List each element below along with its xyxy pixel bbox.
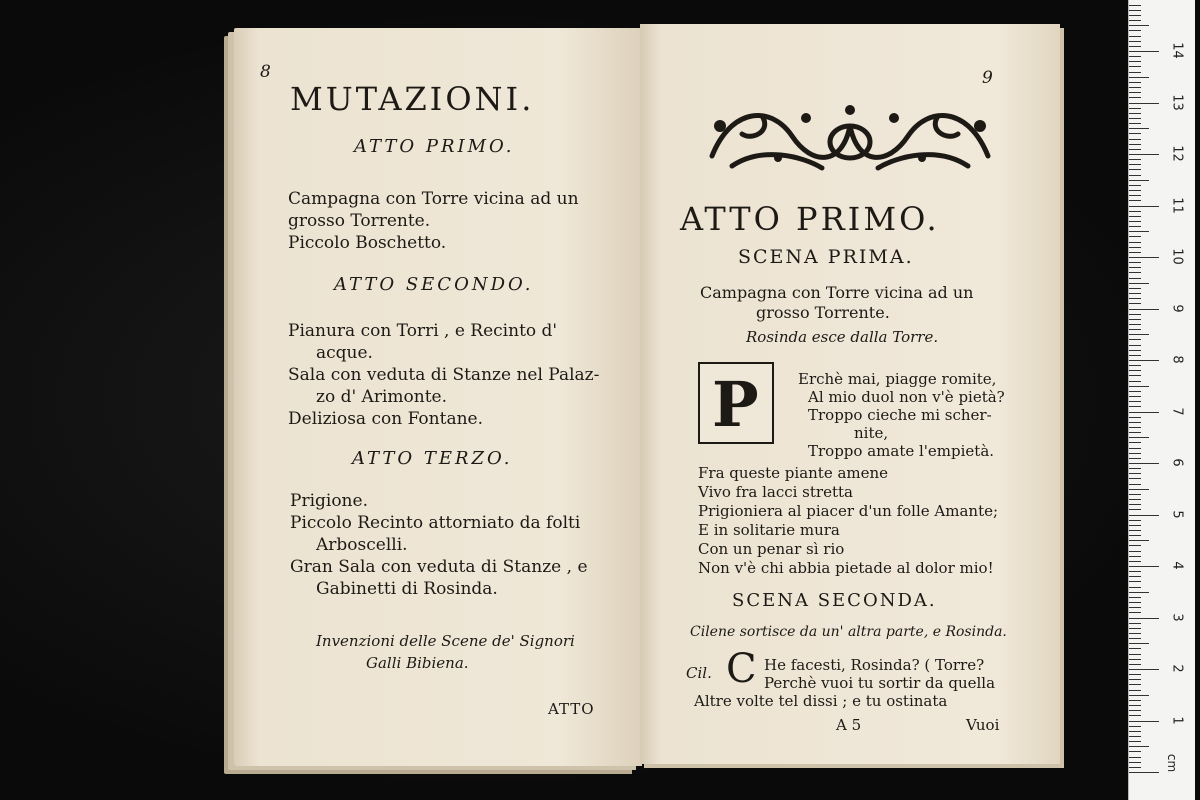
ruler-tick: [1129, 396, 1141, 397]
ruler-tick: [1129, 561, 1141, 562]
act-heading: ATTO PRIMO.: [354, 136, 515, 157]
ruler-tick: [1129, 648, 1141, 649]
ruler-tick: [1129, 236, 1141, 237]
verse-line: Troppo cieche mi scher-: [808, 406, 992, 424]
ruler-tick: [1129, 298, 1141, 299]
ruler-tick: [1129, 82, 1141, 83]
scale-ruler: [1128, 0, 1195, 800]
ruler-tick: [1129, 659, 1141, 660]
scene-heading: SCENA PRIMA.: [738, 246, 914, 268]
ruler-tick: [1129, 283, 1149, 284]
ruler-tick: [1129, 422, 1141, 423]
ruler-tick: [1129, 468, 1141, 469]
ruler-tick: [1129, 540, 1149, 541]
ruler-tick: [1129, 375, 1141, 376]
ruler-tick: [1129, 509, 1141, 510]
act-line: Arboscelli.: [316, 535, 408, 555]
ruler-tick: [1129, 329, 1141, 330]
act-line: Piccolo Boschetto.: [288, 233, 447, 253]
credits-line: Galli Bibiena.: [366, 654, 469, 672]
ruler-tick: [1129, 638, 1141, 639]
ruler-tick: [1129, 36, 1141, 37]
ruler-tick: [1129, 139, 1141, 140]
ruler-tick: [1129, 628, 1141, 629]
ruler-number: 14: [1169, 42, 1185, 59]
act-line: Pianura con Torri , e Recinto d': [288, 321, 558, 341]
ruler-tick: [1129, 391, 1141, 392]
ruler-tick: [1129, 123, 1141, 124]
act-line: Gabinetti di Rosinda.: [316, 579, 498, 599]
ruler-tick: [1129, 288, 1141, 289]
ruler-tick: [1129, 206, 1159, 207]
ruler-tick: [1129, 180, 1149, 181]
decorated-initial: [698, 362, 774, 444]
ruler-tick: [1129, 587, 1141, 588]
act-line: Sala con veduta di Stanze nel Palaz-: [288, 365, 600, 385]
catchword: ATTO: [548, 700, 595, 718]
verse-line: Fra queste piante amene: [698, 464, 889, 482]
page-title: MUTAZIONI.: [290, 80, 535, 118]
initial-letter: P: [712, 368, 759, 441]
ruler-tick: [1129, 360, 1159, 361]
ruler-tick: [1129, 623, 1141, 624]
ruler-tick: [1129, 92, 1141, 93]
ruler-tick: [1129, 453, 1141, 454]
ruler-tick: [1129, 607, 1141, 608]
ruler-tick: [1129, 128, 1149, 129]
ruler-tick: [1129, 669, 1159, 670]
ruler-tick: [1129, 72, 1141, 73]
ruler-tick: [1129, 417, 1141, 418]
ruler-tick: [1129, 154, 1159, 155]
ruler-number: 2: [1169, 664, 1185, 673]
ruler-tick: [1129, 412, 1159, 413]
ruler-tick: [1129, 710, 1141, 711]
ruler-tick: [1129, 736, 1141, 737]
ruler-number: 11: [1169, 196, 1185, 214]
ruler-number: 4: [1169, 561, 1185, 570]
verse-line: Non v'è chi abbia pietade al dolor mio!: [698, 559, 994, 577]
right-page: [640, 24, 1060, 764]
ruler-tick: [1129, 190, 1141, 191]
open-book: [226, 22, 1064, 774]
ruler-tick: [1129, 381, 1141, 382]
ruler-number: 13: [1169, 93, 1185, 111]
ruler-tick: [1129, 726, 1141, 727]
ruler-number: 3: [1169, 612, 1185, 622]
ruler-tick: [1129, 61, 1141, 62]
verse-line: nite,: [854, 424, 889, 442]
ruler-tick: [1129, 432, 1141, 433]
act-line: acque.: [316, 343, 373, 363]
ruler-tick: [1129, 370, 1141, 371]
ruler-tick: [1129, 437, 1149, 438]
ruler-number: 6: [1169, 458, 1185, 467]
ruler-tick: [1129, 278, 1141, 279]
ruler-tick: [1129, 705, 1141, 706]
dialogue-line: Perchè vuoi tu sortir da quella: [764, 674, 996, 692]
dialogue-line: He facesti, Rosinda? ( Torre?: [764, 656, 985, 674]
act-line: Deliziosa con Fontane.: [288, 409, 483, 429]
ruler-tick: [1129, 571, 1141, 572]
ornamental-headpiece: [702, 96, 998, 176]
ruler-tick: [1129, 41, 1141, 42]
ruler-tick: [1129, 15, 1141, 16]
ruler-tick: [1129, 731, 1141, 732]
ruler-tick: [1129, 741, 1141, 742]
ruler-tick: [1129, 401, 1141, 402]
ruler-number: 7: [1169, 406, 1185, 416]
catchword: Vuoi: [966, 716, 1000, 734]
ruler-tick: [1129, 242, 1141, 243]
act-line: zo d' Arimonte.: [316, 387, 447, 407]
verse-line: Con un penar sì rio: [698, 540, 845, 558]
ruler-tick: [1129, 118, 1141, 119]
ruler-unit: cm: [1165, 753, 1180, 773]
setting-line: Campagna con Torre vicina ad un: [700, 283, 974, 302]
ruler-tick: [1129, 56, 1141, 57]
ruler-tick: [1129, 293, 1141, 294]
ruler-tick: [1129, 211, 1141, 212]
ruler-tick: [1129, 551, 1141, 552]
ruler-tick: [1129, 20, 1141, 21]
act-line: grosso Torrente.: [288, 211, 431, 231]
verse-line: Erchè mai, piagge romite,: [798, 370, 997, 388]
ruler-tick: [1129, 108, 1141, 109]
ruler-tick: [1129, 478, 1141, 479]
ruler-tick: [1129, 113, 1141, 114]
ruler-tick: [1129, 602, 1141, 603]
ruler-tick: [1129, 427, 1141, 428]
ruler-tick: [1129, 133, 1141, 134]
ruler-tick: [1129, 175, 1141, 176]
ruler-tick: [1129, 216, 1141, 217]
page-number: 9: [982, 68, 993, 88]
ruler-tick: [1129, 576, 1141, 577]
ruler-tick: [1129, 535, 1141, 536]
act-line: Piccolo Recinto attorniato da folti: [290, 513, 581, 533]
page-number: 8: [260, 62, 271, 82]
ruler-tick: [1129, 545, 1141, 546]
ruler-tick: [1129, 339, 1141, 340]
ruler-tick: [1129, 654, 1141, 655]
ruler-tick: [1129, 195, 1141, 196]
ruler-tick: [1129, 767, 1141, 768]
ruler-tick: [1129, 679, 1141, 680]
ruler-tick: [1129, 700, 1141, 701]
ruler-tick: [1129, 643, 1149, 644]
ruler-tick: [1129, 272, 1141, 273]
ruler-number: 12: [1169, 145, 1185, 162]
ruler-tick: [1129, 303, 1141, 304]
act-heading: ATTO SECONDO.: [334, 274, 534, 295]
page-title: ATTO PRIMO.: [680, 200, 940, 238]
ruler-tick: [1129, 494, 1141, 495]
ruler-tick: [1129, 463, 1159, 464]
ruler-tick: [1129, 746, 1149, 747]
setting-line: grosso Torrente.: [756, 303, 890, 322]
ruler-tick: [1129, 386, 1149, 387]
ruler-tick: [1129, 350, 1141, 351]
ruler-tick: [1129, 30, 1141, 31]
ruler-tick: [1129, 314, 1141, 315]
ruler-tick: [1129, 674, 1141, 675]
ruler-tick: [1129, 164, 1141, 165]
ruler-number: 5: [1169, 509, 1185, 519]
ruler-tick: [1129, 46, 1141, 47]
ruler-tick: [1129, 25, 1149, 26]
ruler-tick: [1129, 618, 1159, 619]
ruler-tick: [1129, 159, 1141, 160]
stage-direction: Cilene sortisce da un' altra parte, e Rosinda.: [690, 624, 1007, 640]
ruler-tick: [1129, 612, 1141, 613]
verse-line: Prigioniera al piacer d'un folle Amante;: [698, 502, 999, 520]
ruler-tick: [1129, 515, 1159, 516]
ruler-tick: [1129, 149, 1141, 150]
ruler-tick: [1129, 355, 1141, 356]
ruler-tick: [1129, 324, 1141, 325]
ruler-tick: [1129, 715, 1141, 716]
ruler-tick: [1129, 530, 1141, 531]
scene-heading: SCENA SECONDA.: [732, 590, 937, 611]
ruler-tick: [1129, 231, 1149, 232]
ruler-number: 10: [1169, 248, 1185, 265]
ruler-tick: [1129, 10, 1141, 11]
act-line: Campagna con Torre vicina ad un: [288, 189, 579, 209]
ruler-tick: [1129, 169, 1141, 170]
act-line: Gran Sala con veduta di Stanze , e: [290, 557, 588, 577]
ruler-tick: [1129, 772, 1159, 773]
ruler-tick: [1129, 309, 1159, 310]
ruler-tick: [1129, 51, 1159, 52]
ruler-tick: [1129, 757, 1141, 758]
ruler-tick: [1129, 221, 1141, 222]
left-page: [234, 28, 642, 766]
ruler-tick: [1129, 664, 1141, 665]
dialogue-line: Altre volte tel dissi ; e tu ostinata: [694, 692, 948, 710]
ruler-tick: [1129, 365, 1141, 366]
ruler-tick: [1129, 77, 1149, 78]
ruler-tick: [1129, 473, 1141, 474]
verse-line: Troppo amate l'empietà.: [808, 442, 995, 460]
ruler-tick: [1129, 695, 1149, 696]
ruler-tick: [1129, 66, 1141, 67]
credits-line: Invenzioni delle Scene de' Signori: [316, 632, 575, 650]
ruler-tick: [1129, 334, 1149, 335]
ruler-number: 1: [1169, 715, 1185, 725]
ruler-tick: [1129, 442, 1141, 443]
ruler-tick: [1129, 252, 1141, 253]
signature-mark: A 5: [836, 716, 862, 734]
ruler-tick: [1129, 499, 1141, 500]
ruler-tick: [1129, 185, 1141, 186]
ruler-tick: [1129, 489, 1149, 490]
ruler-tick: [1129, 484, 1141, 485]
ruler-tick: [1129, 262, 1141, 263]
ruler-tick: [1129, 406, 1141, 407]
ruler-tick: [1129, 690, 1141, 691]
ruler-tick: [1129, 762, 1141, 763]
ruler-tick: [1129, 144, 1141, 145]
ruler-tick: [1129, 97, 1141, 98]
ruler-tick: [1129, 556, 1141, 557]
ruler-tick: [1129, 87, 1141, 88]
initial-letter: C: [726, 646, 757, 692]
speaker-name: Cil.: [686, 664, 712, 682]
verse-line: Al mio duol non v'è pietà?: [808, 388, 1005, 406]
ruler-tick: [1129, 581, 1141, 582]
ruler-tick: [1129, 103, 1159, 104]
ruler-tick: [1129, 597, 1141, 598]
ruler-tick: [1129, 458, 1141, 459]
ruler-tick: [1129, 319, 1141, 320]
ruler-number: 8: [1169, 355, 1185, 364]
act-heading: ATTO TERZO.: [352, 448, 513, 469]
ruler-tick: [1129, 247, 1141, 248]
ruler-tick: [1129, 226, 1141, 227]
stage-direction: Rosinda esce dalla Torre.: [746, 328, 939, 346]
ruler-tick: [1129, 200, 1141, 201]
ruler-tick: [1129, 448, 1141, 449]
ruler-tick: [1129, 592, 1149, 593]
ruler-tick: [1129, 633, 1141, 634]
ruler-tick: [1129, 751, 1141, 752]
ruler-tick: [1129, 345, 1141, 346]
verse-line: Vivo fra lacci stretta: [698, 483, 853, 501]
verse-line: E in solitarie mura: [698, 521, 840, 539]
ruler-tick: [1129, 267, 1141, 268]
ruler-tick: [1129, 5, 1141, 6]
ruler-tick: [1129, 684, 1141, 685]
act-line: Prigione.: [290, 491, 368, 511]
ruler-tick: [1129, 504, 1141, 505]
ruler-number: 9: [1169, 303, 1185, 313]
ruler-tick: [1129, 257, 1159, 258]
ruler-tick: [1129, 566, 1159, 567]
ruler-tick: [1129, 721, 1159, 722]
ruler-tick: [1129, 525, 1141, 526]
ruler-tick: [1129, 520, 1141, 521]
